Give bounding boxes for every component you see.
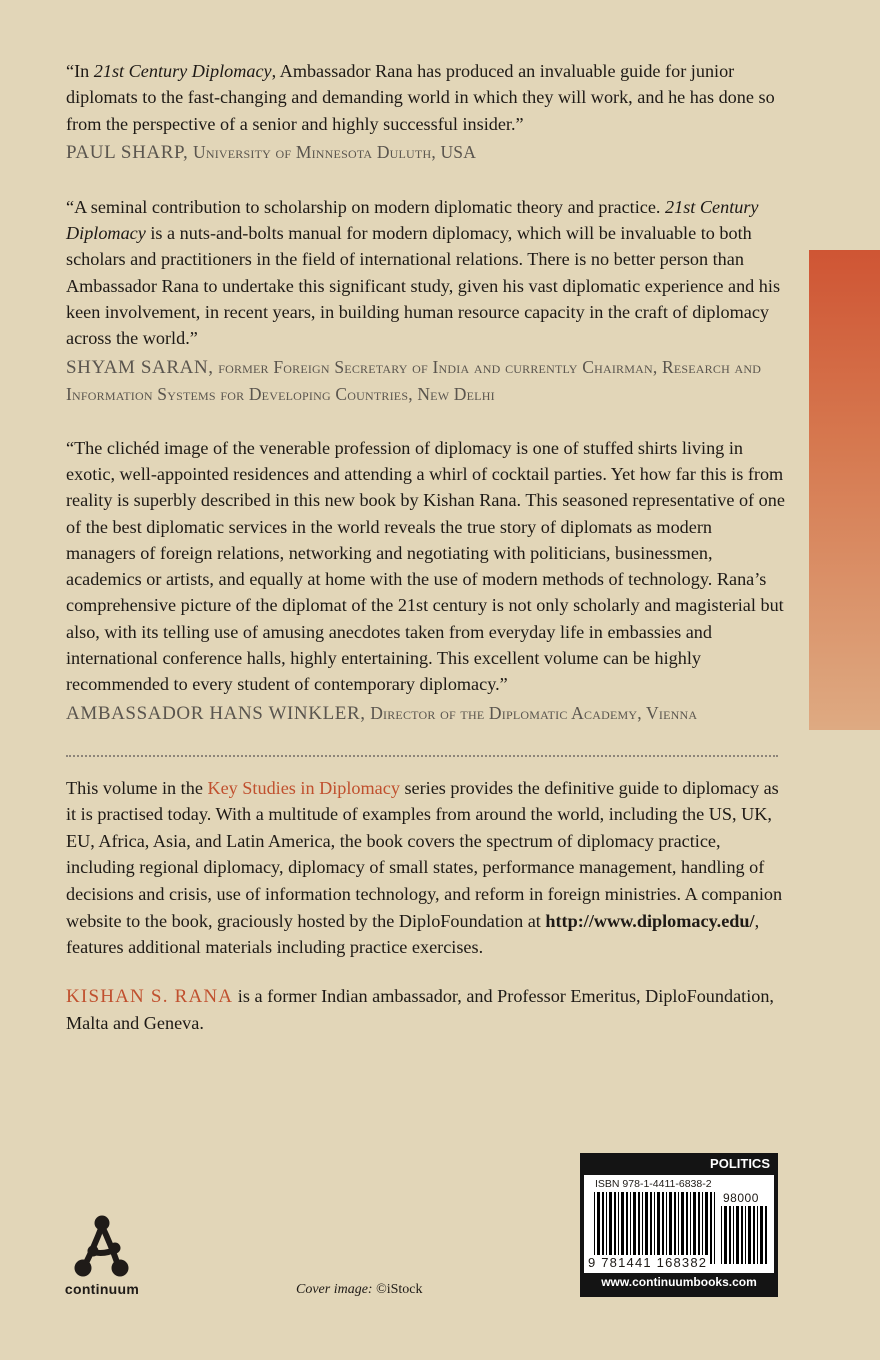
publisher-website: www.continuumbooks.com [601, 1275, 757, 1289]
barcode-bar [760, 1206, 763, 1264]
barcode-bar [650, 1192, 652, 1264]
barcode-bar [721, 1206, 722, 1264]
barcode-bar [686, 1192, 688, 1264]
barcode-bar [669, 1192, 672, 1264]
barcode-bar [638, 1192, 640, 1264]
book-title-italic: 21st Century Diplomacy [66, 196, 759, 244]
back-cover-text [66, 58, 786, 1037]
quote-1 [66, 58, 786, 166]
barcode-bar [674, 1192, 676, 1264]
barcode-digits: 9 781441 168382 [588, 1255, 708, 1270]
dotted-divider [66, 755, 778, 757]
quote-1-text: “In 21st Century Diplomacy, Ambassador Rana has produced an invaluable guide for junior diplomats to the fast-changing and demanding world in which they will work, and he has done so from the perspective of a senior and highly successful insider.” [66, 61, 775, 134]
continuum-logo-icon [69, 1215, 135, 1277]
barcode-area [584, 1175, 774, 1273]
barcode-bar [757, 1206, 758, 1264]
barcode-bar [657, 1192, 660, 1264]
endorser-affiliation: Director of the Diplomatic Academy, Vienna [370, 702, 698, 723]
quote-3-attribution [66, 700, 786, 727]
endorser-name: AMBASSADOR HANS WINKLER, [66, 702, 366, 724]
barcode-main-bars [594, 1192, 718, 1264]
cover-image-credit: Cover image: ©iStock [296, 1282, 423, 1297]
barcode-bar [606, 1192, 607, 1264]
barcode-bar [597, 1192, 600, 1264]
endorser-affiliation: former Foreign Secretary of India and currently Chairman, Research and Information Systems for Developing Countries, New Delhi [66, 356, 762, 404]
barcode-bar [698, 1192, 700, 1264]
quote-3-text: “The clichéd image of the venerable profession of diplomacy is one of stuffed shirts living in exotic, well-appointed residences and attending a whirl of cocktail parties. Yet how far this is from reality is superbly described in this new book by Kishan Rana. This seasoned representative of one of the best diplomatic services in the world reveals the true story of diplomats as modern managers of foreign relations, networking and negotiating with politicians, businessmen, academics or artists, and equally at home with the use of modern methods of technology. Rana’s comprehensive picture of the diplomat of the 21st century is not only scholarly and magisterial but also, with its telling use of amusing anecdotes taken from everyday life in embassies and international conference halls, highly entertaining. This excellent volume can be highly recommended to every student of contemporary diplomacy.” [66, 437, 785, 695]
barcode-bar [702, 1192, 703, 1264]
barcode-bar [729, 1206, 731, 1264]
barcode-addon-bars [721, 1206, 771, 1264]
barcode-bar [666, 1192, 667, 1264]
companion-website-url: http://www.diplomacy.edu/ [545, 910, 755, 931]
barcode-bar [745, 1206, 746, 1264]
barcode-bar [681, 1192, 684, 1264]
author-bio: KISHAN S. RANA is a former Indian ambassador, and Professor Emeritus, DiploFoundation, Malta and Geneva. [66, 985, 774, 1034]
barcode-bar [733, 1206, 734, 1264]
barcode-bar [690, 1192, 691, 1264]
category-label: POLITICS [710, 1156, 770, 1171]
endorser-affiliation: University of Minnesota Duluth, USA [193, 141, 477, 162]
isbn-text: ISBN 978-1-4411-6838-2 [595, 1178, 712, 1190]
barcode-bar [741, 1206, 743, 1264]
barcode-bar [714, 1192, 715, 1264]
barcode-bar [724, 1206, 727, 1264]
barcode-bar [630, 1192, 631, 1264]
price-code: 98000 [723, 1191, 759, 1205]
quote-2-text: “A seminal contribution to scholarship on modern diplomatic theory and practice. 21st Century Diplomacy is a nuts-and-bolts manual for modern diplomacy, which will be invaluable to both scholars and practitioners in the field of international relations. There is no better person than Ambassador Rana to undertake this significant study, given his vast diplomatic experience and his keen involvement, in recent years, in building human resource capacity in the craft of diplomacy across the world.” [66, 196, 781, 349]
book-description: This volume in the Key Studies in Diplomacy series provides the definitive guide to diplomacy as it is practised today. With a multitude of examples from around the world, including the US, UK, EU, Africa, Asia, and Latin America, the book covers the spectrum of diplomacy practice, including regional diplomacy, diplomacy of small states, performance management, handling of decisions and crisis, use of information technology, and reform in foreign ministries. A companion website to the book, graciously hosted by the DiploFoundation at http://www.diplomacy.edu/, features additional materials including practice exercises. [66, 777, 783, 958]
quote-3 [66, 435, 786, 727]
barcode-bar [705, 1192, 708, 1264]
endorser-name: SHYAM SARAN, [66, 356, 214, 378]
endorser-name: PAUL SHARP, [66, 141, 189, 163]
barcode-bar [602, 1192, 604, 1264]
barcode-bar [614, 1192, 616, 1264]
barcode-bar [748, 1206, 751, 1264]
barcode-bar [621, 1192, 624, 1264]
barcode-bar [594, 1192, 595, 1264]
barcode-bar [654, 1192, 655, 1264]
barcode-bar [626, 1192, 628, 1264]
quote-2-attribution [66, 354, 786, 407]
barcode-bar [753, 1206, 755, 1264]
barcode-bar [693, 1192, 696, 1264]
barcode-bar [645, 1192, 648, 1264]
series-name: Key Studies in Diplomacy [207, 777, 400, 798]
barcode-bar [662, 1192, 664, 1264]
author-name: KISHAN S. RANA [66, 985, 234, 1007]
barcode-bar [618, 1192, 619, 1264]
barcode-bar [678, 1192, 679, 1264]
barcode-bar [642, 1192, 643, 1264]
barcode-bar [765, 1206, 767, 1264]
continuum-logo [60, 1215, 144, 1297]
orange-accent-bar [809, 250, 880, 730]
book-title-italic: 21st Century Diplomacy [93, 61, 272, 81]
barcode-panel [580, 1153, 778, 1297]
quote-1-attribution [66, 139, 786, 166]
publisher-name: continuum [64, 1281, 140, 1297]
quote-2 [66, 194, 786, 407]
barcode-bar [736, 1206, 739, 1264]
barcode-bar [633, 1192, 636, 1264]
barcode-bar [609, 1192, 612, 1264]
barcode-bar [710, 1192, 712, 1264]
